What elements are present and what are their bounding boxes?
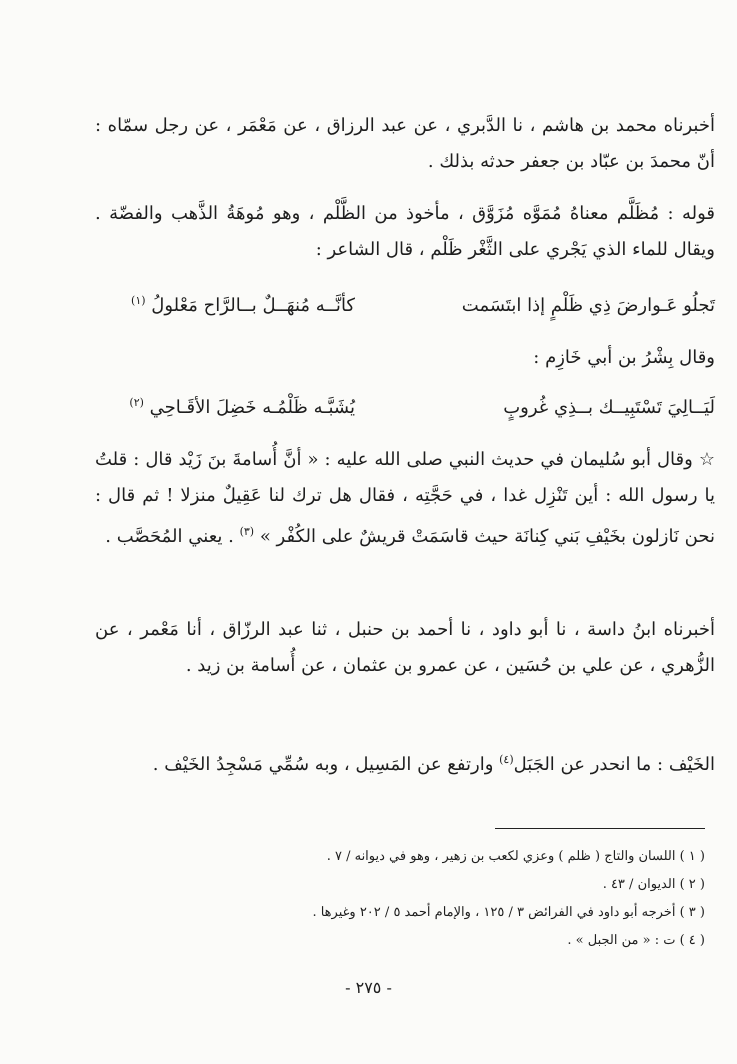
paragraph-hadith: ☆ وقال أبو سُليمان في حديث النبي صلى الله عليه : « أنَّ أُسامةَ بنَ زَيْد قال : قلتُ يا رسول الله : أين تَنْزِل غدا ، في حَجَّتِه ، فقال هل ترك لنا عَقِيلٌ منزلا ! ثم قال : نحن نَازلون بخَيْفِ بَني كِنانَة حيث قاسَمَتْ قريشٌ على الكُفْر » $^{(٣)}$ . يعني المُحَصَّب . bbox=[95, 449, 715, 547]
verse-1-first-hemistich: تَجلُو عَـوارضَ ذِي ظَلْمٍ إذا ابتَسَمت bbox=[461, 295, 715, 316]
paragraph-isnad-2: أخبرناه ابنُ داسة ، نا أبو داود ، نا أحمد بن حنبل ، ثنا عبد الرزّاق ، أنا مَعْمر ، عن الزُّهري ، عن علي بن حُسَين ، عن عمرو بن عثمان ، عن أُسامة بن زيد . bbox=[95, 619, 715, 676]
footnote-2: ( ٢ ) الديوان / ٤٣ . bbox=[602, 877, 705, 892]
paragraph-definition: قوله : مُظَلَّم معناهُ مُمَوَّه مُزَوَّق ، مأخوذ من الظَّلْم ، وهو مُوهَةُ الذَّهب والفضّة . ويقال للماء الذي يَجْري على الثَّغْر ظَلْم ، قال الشاعر : bbox=[95, 203, 715, 260]
verse-2-second-hemistich: يُشَبَّـه ظَلْمُـه خَضِلَ الأقَـاحِي $^{(٢)}$ bbox=[129, 396, 355, 418]
footnote-4: ( ٤ ) ت : « من الجبل » . bbox=[567, 933, 705, 948]
verse-line-1 bbox=[95, 286, 715, 321]
footnote-marker-3: (٣) bbox=[239, 525, 255, 538]
page-number: - ٢٧٥ - bbox=[345, 978, 392, 997]
verse-1-second-hemistich: كأنَّــه مُنهَــلٌ بــالرَّاح مَعْلولُ $^{(١)}$ bbox=[131, 294, 355, 316]
verse-line-2 bbox=[95, 388, 715, 423]
footnote-divider bbox=[495, 828, 705, 829]
footnote-3: ( ٣ ) أخرجه أبو داود في الفرائض ٣ / ١٢٥ ، والإمام أحمد ٥ / ٢٠٢ وغيرها . bbox=[312, 905, 705, 920]
poet-intro-line: وقال بِشْرُ بن أبي خَازِم : bbox=[533, 347, 715, 368]
verse-2-first-hemistich: لَيَــالِيَ تَسْتَبِيــك بــذِي غُروبٍ bbox=[503, 397, 715, 418]
footnote-marker-1: (١) bbox=[131, 294, 146, 307]
footnote-1: ( ١ ) اللسان والتاج ( ظلم ) وعزي لكعب بن زهير ، وهو في ديوانه / ٧ . bbox=[326, 849, 705, 864]
footnote-marker-4: (٤) bbox=[499, 753, 514, 766]
paragraph-isnad-1: أخبرناه محمد بن هاشم ، نا الدَّبري ، عن عبد الرزاق ، عن مَعْمَر ، عن رجل سمّاه : أنّ محمدَ بن عبّاد بن جعفر حدثه بذلك . bbox=[95, 115, 715, 172]
paragraph-khayf: الخَيْف : ما انحدر عن الجَبَل$^{(٤)}$ وارتفع عن المَسِيل ، وبه سُمِّي مَسْجِدُ الخَيْف . bbox=[152, 753, 715, 775]
footnote-marker-2: (٢) bbox=[129, 396, 144, 409]
